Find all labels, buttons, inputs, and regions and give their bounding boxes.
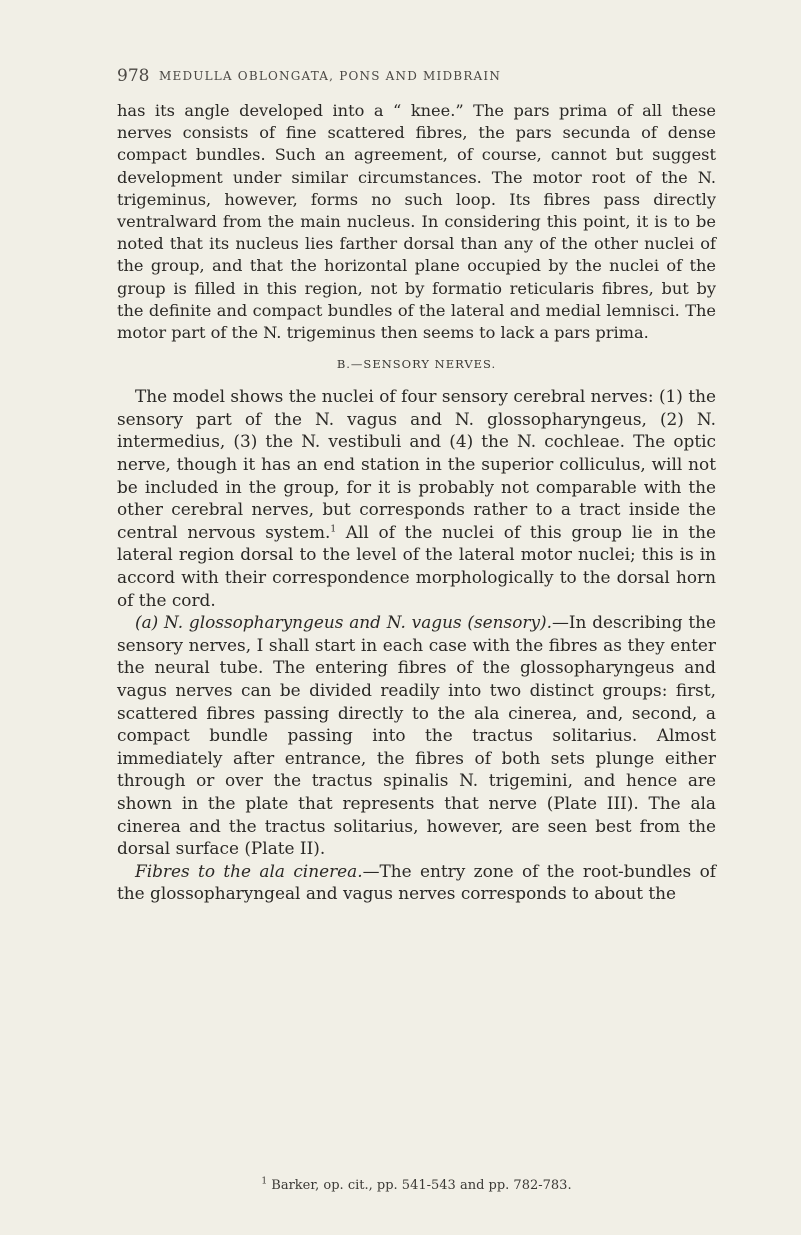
- subheading-glossopharyngeus: (a) N. glossopharyngeus and N. vagus (sensory).: [135, 612, 552, 633]
- footnote: [117, 1178, 716, 1193]
- section-heading: B.—SENSORY NERVES.: [336, 357, 497, 372]
- sensory-section: [117, 385, 716, 905]
- page-number: 978: [117, 66, 150, 86]
- footnote-marker: 1: [330, 524, 337, 535]
- paragraph-glossopharyngeus-text: —In describing the sensory nerves, I shall start in each case with the fibres as they enter the neural tube. The entering fibres of the glossopharyngeus and vagus nerves can be divided readily into two distinct groups: first, scattered fibres passing directly to the ala cinerea, and, second, a compact bundle passing into the tractus solitarius. Almost immediately after entrance, the fibres of both sets plunge either through or over the tractus spinalis N. trigemini, and hence are shown in the plate that represents that nerve (Plate III). The ala cinerea and the tractus solitarius, however, are seen best from the dorsal surface (Plate II).: [117, 612, 716, 859]
- paragraph-glossopharyngeus: [117, 611, 716, 860]
- paragraph-sensory-model-text-cont: All of the nuclei of this group lie in the lateral region dorsal to the level of the lateral motor nuclei; this is in accord with their correspondence morphologically to the dorsal horn of the cord.: [117, 521, 716, 610]
- paragraph-ala-cinerea-text: —The entry zone of the root-bundles of the glossopharyngeal and vagus nerves corresponds to about the: [117, 860, 716, 904]
- footnote-number: 1: [261, 1176, 268, 1187]
- paragraph-ala-cinerea: [117, 860, 716, 905]
- paragraph-knee: has its angle developed into a “ knee.” The pars prima of all these nerves consists of fine scattered fibres, the pars secunda of dense compact bundles. Such an agreement, of course, cannot but suggest development under similar circumstances. The motor root of the N. trigeminus, however, forms no such loop. Its fibres pass directly ventralward from the main nucleus. In considering this point, it is to be noted that its nucleus lies farther dorsal than any of the other nuclei of the group, and that the horizontal plane occupied by the nuclei of the group is filled in this region, not by formatio reticularis fibres, but by the definite and compact bundles of the lateral and medial lemnisci. The motor part of the N. trigeminus then seems to lack a pars prima.: [117, 101, 716, 343]
- running-head: MEDULLA OBLONGATA, PONS AND MIDBRAIN: [159, 69, 502, 83]
- body-text: [117, 100, 716, 905]
- paragraph-sensory-model: [117, 385, 716, 611]
- page-header: [117, 66, 716, 88]
- subheading-ala-cinerea: Fibres to the ala cinerea.: [135, 860, 363, 881]
- paragraph-sensory-model-text: The model shows the nuclei of four sensory cerebral nerves: (1) the sensory part of the N. vagus and N. glossopharyngeus, (2) N. intermedius, (3) the N. vestibuli and (4) the N. cochleae. The optic nerve, though it has an end station in the superior colliculus, will not be included in the group, for it is probably not comparable with the other cerebral nerves, but corresponds rather to a tract inside the central nervous system.: [117, 386, 716, 542]
- footnote-text: Barker, op. cit., pp. 541-543 and pp. 782-783.: [267, 1178, 572, 1193]
